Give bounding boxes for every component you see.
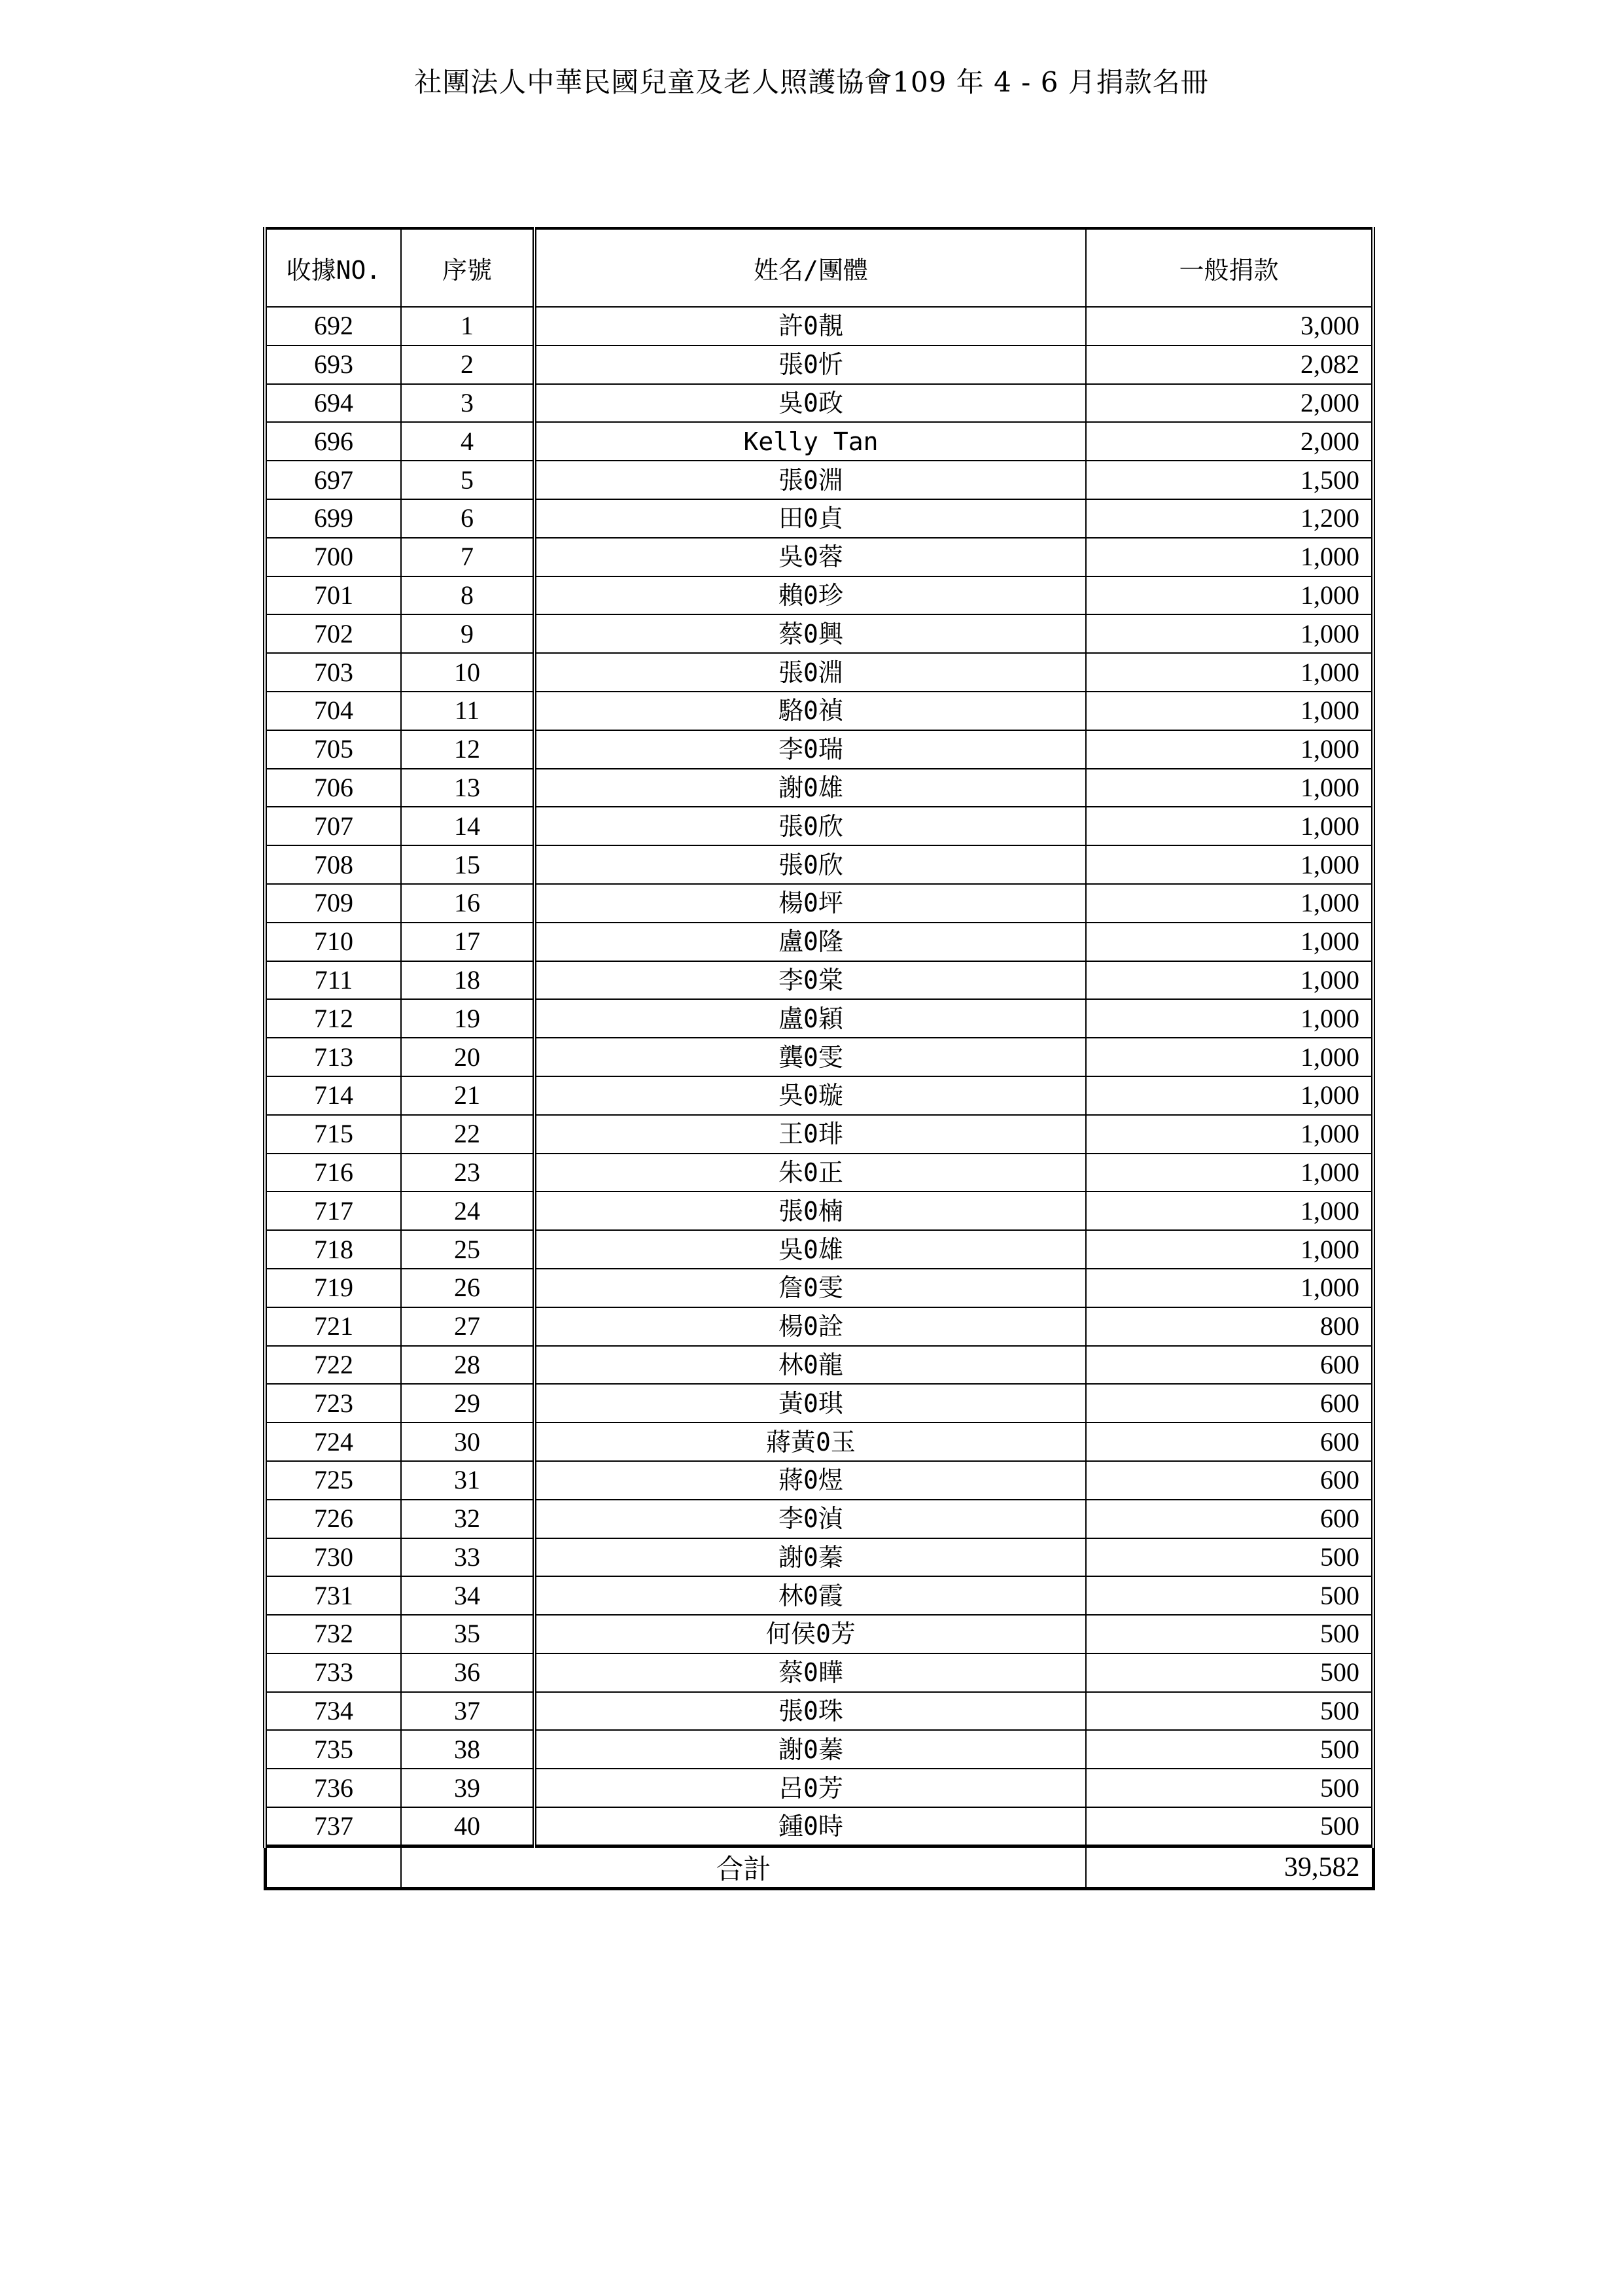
seq-cell: 12 <box>401 730 534 769</box>
donor-name-cell: 謝0蓁 <box>534 1538 1086 1577</box>
table-row <box>265 384 1373 423</box>
donation-amount-cell: 1,000 <box>1086 1038 1373 1076</box>
table-row <box>265 576 1373 615</box>
donation-amount-cell: 1,000 <box>1086 845 1373 884</box>
receipt-no-cell: 708 <box>265 845 401 884</box>
table-row <box>265 923 1373 961</box>
seq-cell: 26 <box>401 1269 534 1307</box>
donor-name-cell: 張0淵 <box>534 653 1086 692</box>
receipt-no-cell: 723 <box>265 1384 401 1422</box>
donation-amount-cell: 2,082 <box>1086 345 1373 384</box>
donation-amount-cell: 500 <box>1086 1576 1373 1615</box>
donation-amount-cell: 1,000 <box>1086 1269 1373 1307</box>
donor-name-cell: 蔡0興 <box>534 614 1086 653</box>
table-row <box>265 307 1373 345</box>
donation-amount-cell: 500 <box>1086 1769 1373 1807</box>
donation-amount-cell: 1,000 <box>1086 538 1373 576</box>
header-receipt-no: 收據NO. <box>265 228 401 307</box>
table-row <box>265 1422 1373 1461</box>
seq-cell: 27 <box>401 1307 534 1346</box>
table-row <box>265 807 1373 845</box>
receipt-no-cell: 732 <box>265 1615 401 1653</box>
table-row <box>265 1154 1373 1192</box>
receipt-no-cell: 724 <box>265 1422 401 1461</box>
table-row <box>265 1807 1373 1846</box>
seq-cell: 39 <box>401 1769 534 1807</box>
donation-amount-cell: 1,500 <box>1086 461 1373 499</box>
table-row <box>265 692 1373 730</box>
donation-amount-cell: 600 <box>1086 1461 1373 1500</box>
receipt-no-cell: 725 <box>265 1461 401 1500</box>
table-row <box>265 538 1373 576</box>
table-header-row <box>265 228 1373 307</box>
seq-cell: 16 <box>401 884 534 923</box>
table-body <box>265 307 1373 1846</box>
receipt-no-cell: 735 <box>265 1730 401 1769</box>
seq-cell: 33 <box>401 1538 534 1577</box>
receipt-no-cell: 705 <box>265 730 401 769</box>
donation-amount-cell: 600 <box>1086 1422 1373 1461</box>
total-amount: 39,582 <box>1086 1846 1373 1889</box>
seq-cell: 36 <box>401 1653 534 1692</box>
donation-amount-cell: 500 <box>1086 1653 1373 1692</box>
receipt-no-cell: 716 <box>265 1154 401 1192</box>
seq-cell: 34 <box>401 1576 534 1615</box>
receipt-no-cell: 718 <box>265 1230 401 1269</box>
donation-amount-cell: 1,000 <box>1086 923 1373 961</box>
table-row <box>265 1461 1373 1500</box>
seq-cell: 37 <box>401 1692 534 1731</box>
seq-cell: 6 <box>401 499 534 538</box>
receipt-no-cell: 726 <box>265 1500 401 1538</box>
donation-amount-cell: 500 <box>1086 1692 1373 1731</box>
donation-amount-cell: 500 <box>1086 1807 1373 1846</box>
table-row <box>265 422 1373 461</box>
seq-cell: 8 <box>401 576 534 615</box>
donor-name-cell: 朱0正 <box>534 1154 1086 1192</box>
receipt-no-cell: 706 <box>265 769 401 807</box>
donor-name-cell: 盧0穎 <box>534 999 1086 1038</box>
receipt-no-cell: 712 <box>265 999 401 1038</box>
donation-amount-cell: 600 <box>1086 1384 1373 1422</box>
donor-name-cell: 張0欣 <box>534 807 1086 845</box>
donor-name-cell: 賴0珍 <box>534 576 1086 615</box>
seq-cell: 17 <box>401 923 534 961</box>
total-label: 合計 <box>401 1846 1086 1889</box>
seq-cell: 2 <box>401 345 534 384</box>
table-row <box>265 1269 1373 1307</box>
seq-cell: 11 <box>401 692 534 730</box>
receipt-no-cell: 707 <box>265 807 401 845</box>
receipt-no-cell: 697 <box>265 461 401 499</box>
table-row <box>265 769 1373 807</box>
receipt-no-cell: 737 <box>265 1807 401 1846</box>
donor-name-cell: 楊0坪 <box>534 884 1086 923</box>
receipt-no-cell: 721 <box>265 1307 401 1346</box>
receipt-no-cell: 717 <box>265 1192 401 1230</box>
seq-cell: 18 <box>401 961 534 1000</box>
table-row <box>265 884 1373 923</box>
donation-amount-cell: 1,000 <box>1086 730 1373 769</box>
seq-cell: 32 <box>401 1500 534 1538</box>
donor-name-cell: 楊0詮 <box>534 1307 1086 1346</box>
receipt-no-cell: 696 <box>265 422 401 461</box>
donor-name-cell: 謝0蓁 <box>534 1730 1086 1769</box>
seq-cell: 25 <box>401 1230 534 1269</box>
table-row <box>265 845 1373 884</box>
table-row <box>265 1115 1373 1154</box>
donation-amount-cell: 800 <box>1086 1307 1373 1346</box>
seq-cell: 31 <box>401 1461 534 1500</box>
donor-name-cell: 駱0禎 <box>534 692 1086 730</box>
donor-name-cell: Kelly Tan <box>534 422 1086 461</box>
donation-amount-cell: 1,000 <box>1086 807 1373 845</box>
receipt-no-cell: 736 <box>265 1769 401 1807</box>
table-row <box>265 1769 1373 1807</box>
donation-amount-cell: 500 <box>1086 1730 1373 1769</box>
donation-amount-cell: 1,000 <box>1086 576 1373 615</box>
seq-cell: 29 <box>401 1384 534 1422</box>
seq-cell: 35 <box>401 1615 534 1653</box>
table-row <box>265 730 1373 769</box>
donor-name-cell: 李0湞 <box>534 1500 1086 1538</box>
receipt-no-cell: 709 <box>265 884 401 923</box>
seq-cell: 23 <box>401 1154 534 1192</box>
donor-name-cell: 黃0琪 <box>534 1384 1086 1422</box>
receipt-no-cell: 710 <box>265 923 401 961</box>
table-row <box>265 1346 1373 1385</box>
seq-cell: 13 <box>401 769 534 807</box>
donation-table <box>263 227 1375 1890</box>
receipt-no-cell: 713 <box>265 1038 401 1076</box>
seq-cell: 38 <box>401 1730 534 1769</box>
donation-amount-cell: 1,000 <box>1086 769 1373 807</box>
seq-cell: 20 <box>401 1038 534 1076</box>
donor-name-cell: 吳0雄 <box>534 1230 1086 1269</box>
donor-name-cell: 林0霞 <box>534 1576 1086 1615</box>
header-amount: 一般捐款 <box>1086 228 1373 307</box>
page-title: 社團法人中華民國兒童及老人照護協會109 年 4 - 6 月捐款名冊 <box>414 66 1209 98</box>
donor-name-cell: 蔣黃0玉 <box>534 1422 1086 1461</box>
donor-name-cell: 呂0芳 <box>534 1769 1086 1807</box>
donor-name-cell: 林0龍 <box>534 1346 1086 1385</box>
receipt-no-cell: 694 <box>265 384 401 423</box>
donor-name-cell: 蔣0煜 <box>534 1461 1086 1500</box>
donor-name-cell: 張0欣 <box>534 845 1086 884</box>
table-row <box>265 614 1373 653</box>
receipt-no-cell: 703 <box>265 653 401 692</box>
donor-name-cell: 龔0雯 <box>534 1038 1086 1076</box>
receipt-no-cell: 730 <box>265 1538 401 1577</box>
receipt-no-cell: 701 <box>265 576 401 615</box>
seq-cell: 10 <box>401 653 534 692</box>
seq-cell: 19 <box>401 999 534 1038</box>
donation-amount-cell: 1,000 <box>1086 653 1373 692</box>
table-row <box>265 961 1373 1000</box>
seq-cell: 30 <box>401 1422 534 1461</box>
table-row <box>265 1692 1373 1731</box>
seq-cell: 4 <box>401 422 534 461</box>
table-row <box>265 499 1373 538</box>
donation-amount-cell: 2,000 <box>1086 422 1373 461</box>
table-row <box>265 345 1373 384</box>
donor-name-cell: 吳0蓉 <box>534 538 1086 576</box>
receipt-no-cell: 722 <box>265 1346 401 1385</box>
donor-name-cell: 謝0雄 <box>534 769 1086 807</box>
total-row <box>265 1846 1373 1889</box>
seq-cell: 22 <box>401 1115 534 1154</box>
table-row <box>265 653 1373 692</box>
donation-amount-cell: 1,000 <box>1086 614 1373 653</box>
seq-cell: 15 <box>401 845 534 884</box>
table-row <box>265 1192 1373 1230</box>
receipt-no-cell: 714 <box>265 1076 401 1115</box>
header-name: 姓名/團體 <box>534 228 1086 307</box>
donation-amount-cell: 1,000 <box>1086 961 1373 1000</box>
donation-amount-cell: 2,000 <box>1086 384 1373 423</box>
donor-name-cell: 吳0璇 <box>534 1076 1086 1115</box>
donation-amount-cell: 1,000 <box>1086 1076 1373 1115</box>
table-row <box>265 461 1373 499</box>
seq-cell: 28 <box>401 1346 534 1385</box>
donation-amount-cell: 500 <box>1086 1538 1373 1577</box>
donation-amount-cell: 500 <box>1086 1615 1373 1653</box>
receipt-no-cell: 734 <box>265 1692 401 1731</box>
receipt-no-cell: 731 <box>265 1576 401 1615</box>
donor-name-cell: 許0靚 <box>534 307 1086 345</box>
donor-name-cell: 張0珠 <box>534 1692 1086 1731</box>
table-row <box>265 1076 1373 1115</box>
receipt-no-cell: 700 <box>265 538 401 576</box>
receipt-no-cell: 704 <box>265 692 401 730</box>
donor-name-cell: 蔡0瞱 <box>534 1653 1086 1692</box>
table-row <box>265 1500 1373 1538</box>
donor-name-cell: 田0貞 <box>534 499 1086 538</box>
table-row <box>265 1384 1373 1422</box>
table-row <box>265 1576 1373 1615</box>
table-row <box>265 999 1373 1038</box>
donor-name-cell: 何侯0芳 <box>534 1615 1086 1653</box>
donation-amount-cell: 1,000 <box>1086 999 1373 1038</box>
receipt-no-cell: 715 <box>265 1115 401 1154</box>
donation-table-container <box>263 227 1371 1890</box>
donor-name-cell: 詹0雯 <box>534 1269 1086 1307</box>
table-row <box>265 1038 1373 1076</box>
donor-name-cell: 張0淵 <box>534 461 1086 499</box>
seq-cell: 40 <box>401 1807 534 1846</box>
donor-name-cell: 李0棠 <box>534 961 1086 1000</box>
donation-amount-cell: 600 <box>1086 1346 1373 1385</box>
donation-amount-cell: 1,000 <box>1086 1230 1373 1269</box>
table-row <box>265 1653 1373 1692</box>
table-row <box>265 1615 1373 1653</box>
donor-name-cell: 李0瑞 <box>534 730 1086 769</box>
donor-name-cell: 吳0政 <box>534 384 1086 423</box>
receipt-no-cell: 693 <box>265 345 401 384</box>
receipt-no-cell: 699 <box>265 499 401 538</box>
seq-cell: 21 <box>401 1076 534 1115</box>
receipt-no-cell: 719 <box>265 1269 401 1307</box>
donor-name-cell: 鍾0時 <box>534 1807 1086 1846</box>
seq-cell: 1 <box>401 307 534 345</box>
seq-cell: 24 <box>401 1192 534 1230</box>
receipt-no-cell: 692 <box>265 307 401 345</box>
table-row <box>265 1538 1373 1577</box>
donor-name-cell: 盧0隆 <box>534 923 1086 961</box>
total-blank-cell <box>265 1846 401 1889</box>
donation-amount-cell: 1,000 <box>1086 1115 1373 1154</box>
table-row <box>265 1230 1373 1269</box>
receipt-no-cell: 733 <box>265 1653 401 1692</box>
receipt-no-cell: 702 <box>265 614 401 653</box>
donation-amount-cell: 1,000 <box>1086 692 1373 730</box>
donor-name-cell: 王0琲 <box>534 1115 1086 1154</box>
donation-amount-cell: 1,000 <box>1086 1192 1373 1230</box>
seq-cell: 5 <box>401 461 534 499</box>
seq-cell: 9 <box>401 614 534 653</box>
donation-amount-cell: 600 <box>1086 1500 1373 1538</box>
donation-amount-cell: 1,200 <box>1086 499 1373 538</box>
donation-amount-cell: 3,000 <box>1086 307 1373 345</box>
donation-amount-cell: 1,000 <box>1086 884 1373 923</box>
seq-cell: 7 <box>401 538 534 576</box>
table-row <box>265 1730 1373 1769</box>
seq-cell: 14 <box>401 807 534 845</box>
table-row <box>265 1307 1373 1346</box>
seq-cell: 3 <box>401 384 534 423</box>
donor-name-cell: 張0楠 <box>534 1192 1086 1230</box>
donation-amount-cell: 1,000 <box>1086 1154 1373 1192</box>
donor-name-cell: 張0忻 <box>534 345 1086 384</box>
receipt-no-cell: 711 <box>265 961 401 1000</box>
header-seq: 序號 <box>401 228 534 307</box>
